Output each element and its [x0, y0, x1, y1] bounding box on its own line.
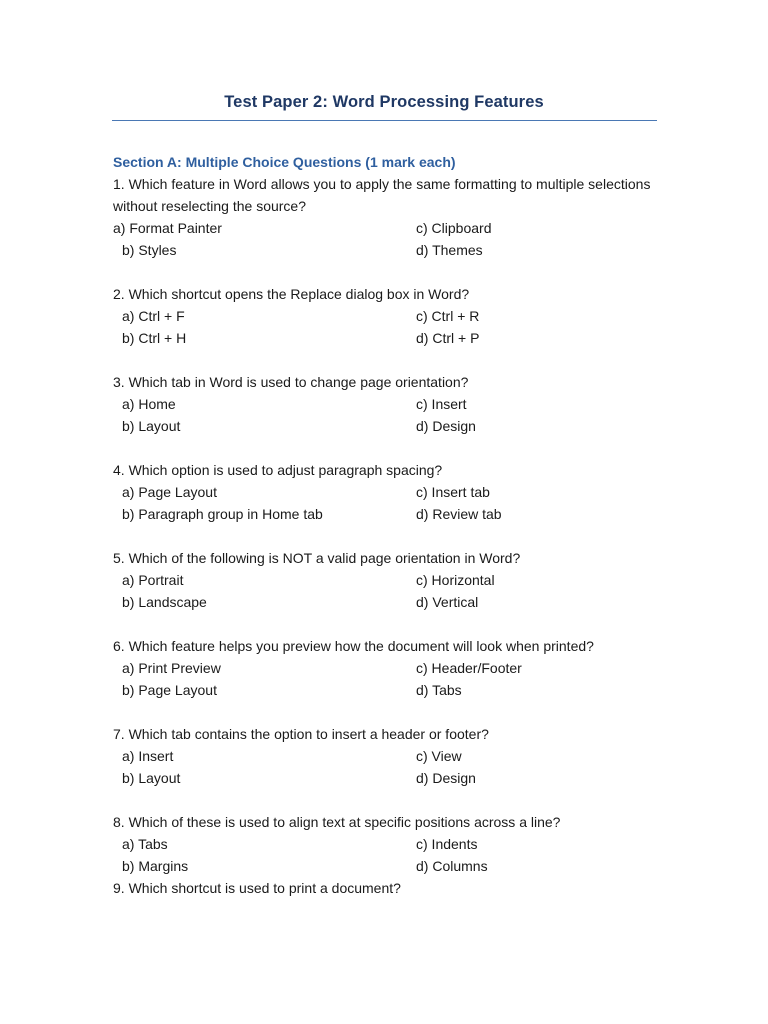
option-c: c) Clipboard	[416, 220, 492, 236]
section-a	[113, 151, 673, 899]
option-b: b) Page Layout	[122, 682, 217, 698]
option-a: a) Tabs	[122, 836, 168, 852]
option-d: d) Vertical	[416, 594, 479, 610]
option-b: b) Ctrl + H	[122, 330, 187, 346]
option-a: a) Portrait	[122, 572, 184, 588]
option-b: b) Paragraph group in Home tab	[122, 506, 323, 522]
option-b: b) Margins	[122, 858, 189, 874]
page-title: Test Paper 2: Word Processing Features	[224, 93, 544, 111]
option-d: d) Design	[416, 418, 476, 434]
option-row	[113, 217, 673, 239]
option-d: d) Ctrl + P	[416, 330, 480, 346]
question-1	[113, 173, 673, 261]
option-c: c) Insert tab	[416, 484, 490, 500]
option-row	[113, 481, 673, 503]
option-row	[113, 657, 673, 679]
option-c: c) View	[416, 748, 462, 764]
option-a: a) Print Preview	[122, 660, 221, 676]
question-text: 9. Which shortcut is used to print a document?	[113, 880, 401, 896]
option-row	[113, 855, 673, 877]
option-d: d) Themes	[416, 242, 483, 258]
option-row	[113, 745, 673, 767]
option-b: b) Layout	[122, 418, 181, 434]
option-a: a) Page Layout	[122, 484, 217, 500]
option-row	[113, 569, 673, 591]
option-row	[113, 239, 673, 261]
question-6	[113, 635, 673, 701]
option-a: a) Format Painter	[113, 220, 222, 236]
option-c: c) Ctrl + R	[416, 308, 480, 324]
option-row	[113, 591, 673, 613]
option-row	[113, 679, 673, 701]
option-c: c) Horizontal	[416, 572, 495, 588]
question-text: 8. Which of these is used to align text at specific positions across a line?	[113, 814, 561, 830]
option-row	[113, 327, 673, 349]
option-d: d) Design	[416, 770, 476, 786]
question-9	[113, 877, 673, 899]
question-text: 4. Which option is used to adjust paragraph spacing?	[113, 462, 443, 478]
option-d: d) Columns	[416, 858, 488, 874]
question-2	[113, 283, 673, 349]
question-8	[113, 811, 673, 877]
question-5	[113, 547, 673, 613]
option-a: a) Home	[122, 396, 176, 412]
title-underline	[112, 120, 657, 121]
question-7	[113, 723, 673, 789]
question-text: 3. Which tab in Word is used to change page orientation?	[113, 374, 469, 390]
option-a: a) Ctrl + F	[122, 308, 185, 324]
option-d: d) Tabs	[416, 682, 462, 698]
question-text: 6. Which feature helps you preview how the document will look when printed?	[113, 638, 594, 654]
option-row	[113, 393, 673, 415]
question-4	[113, 459, 673, 525]
question-text: 2. Which shortcut opens the Replace dialog box in Word?	[113, 286, 470, 302]
option-b: b) Styles	[122, 242, 177, 258]
question-text: 1. Which feature in Word allows you to apply the same formatting to multiple selections without reselecting the source?	[113, 176, 651, 214]
option-d: d) Review tab	[416, 506, 502, 522]
option-row	[113, 503, 673, 525]
option-c: c) Indents	[416, 836, 478, 852]
question-text: 7. Which tab contains the option to insert a header or footer?	[113, 726, 489, 742]
option-a: a) Insert	[122, 748, 174, 764]
question-text: 5. Which of the following is NOT a valid page orientation in Word?	[113, 550, 521, 566]
option-row	[113, 415, 673, 437]
question-3	[113, 371, 673, 437]
section-a-heading: Section A: Multiple Choice Questions (1 mark each)	[113, 154, 456, 170]
option-row	[113, 305, 673, 327]
option-c: c) Header/Footer	[416, 660, 522, 676]
option-b: b) Layout	[122, 770, 181, 786]
option-b: b) Landscape	[122, 594, 207, 610]
option-row	[113, 767, 673, 789]
option-c: c) Insert	[416, 396, 467, 412]
option-row	[113, 833, 673, 855]
